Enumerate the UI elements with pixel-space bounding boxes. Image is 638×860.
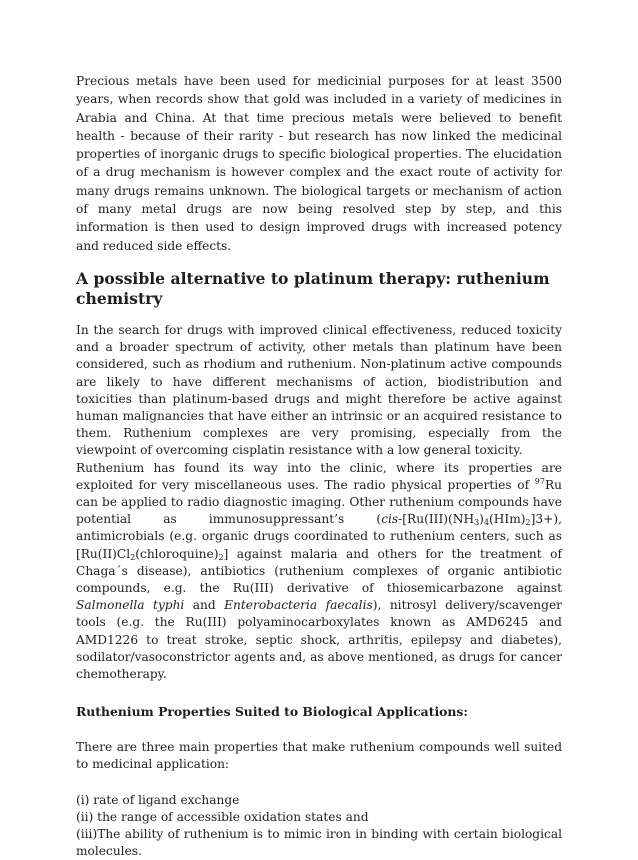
clinic-text-6: ]3+), antimicrobials (e.g. organic drugs coordinated to ruthenium centers, such as [Ru(II)Cl (76, 512, 562, 561)
property-item-1: (i) rate of ligand exchange (76, 792, 240, 807)
section-heading: A possible alternative to platinum therapy: ruthenium chemistry (76, 268, 550, 308)
property-item-3: (iii)The ability of ruthenium is to mimic iron in binding with certain biological molecules. (76, 827, 562, 859)
intro-paragraph: Precious metals have been used for medicinial purposes for at least 3500 years, when records show that gold was included in a variety of medicines in Arabia and China. At that time precious metals were believed to benefit health - because of their rarity - but research has now linked the medicinal properties of inorganic drugs to specific biological properties. The elucidation of a drug mechanism is however complex and the exact route of activity for many drugs remains unknown. The biological targets or mechanism of action of many metal drugs are now being resolved step by step, and this information is then used to design improved drugs with increased potency and reduced side effects. (76, 74, 562, 253)
cis-prefix: cis (381, 512, 399, 527)
spacer (76, 721, 562, 739)
properties-subheading: Ruthenium Properties Suited to Biological Applications: (76, 704, 468, 720)
clinic-text-4: ) (479, 512, 484, 527)
salmonella-name: Salmonella typhi (76, 598, 185, 613)
clinic-text-8: ] against malaria and others for the treatment of Chaga´s disease), antibiotics (ruthenium complexes of organic antibiotic compounds, e.g. the Ru(III) derivative of thiosemicarbazone against (76, 546, 562, 596)
clinic-text-2: Ru can be applied to radio diagnostic imaging. Other ruthenium compounds have potential as immunosuppressant’s ( (76, 477, 562, 527)
clinic-paragraph (76, 460, 562, 684)
clinic-and: and (184, 598, 225, 613)
properties-intro: There are three main properties that make ruthenium compounds well suited to medicinal application: (76, 740, 562, 772)
clinic-text-9: ), nitrosyl delivery/scavenger tools (e.g. the Ru(III) polyaminocarboxylates known as AMD6245 and AMD1226 to treat stroke, septic shock, arthritis, epilepsy and diabetes), sodilator/vasoconstrictor agents and, as above mentioned, as drugs for cancer chemotherapy. (76, 598, 562, 682)
subscript-nh3: 3 (474, 518, 480, 528)
clinic-text-7: (chloroquine) (135, 546, 219, 561)
search-paragraph: In the search for drugs with improved clinical effectiveness, reduced toxicity and a broader spectrum of activity, other metals than platinum have been considered, such as rhodium and ruthenium. Non-platinum active compounds are likely to have different mechanisms of action, biodistribution and toxicities than platinum-based drugs and might therefore be active against human malignancies that have either an intrinsic or an acquired resistance to them. Ruthenium complexes are very promising, especially from the viewpoint of overcoming cisplatin resistance with a low general toxicity. (76, 322, 562, 458)
isotope-mass-superscript: 97 (534, 476, 545, 486)
subscript-4: 4 (483, 518, 490, 528)
clinic-text-5: (HIm) (489, 512, 526, 527)
enterobacteria-name: Enterobacteria faecalis (224, 598, 373, 613)
subscript-cq2: 2 (218, 552, 224, 562)
spacer (76, 774, 562, 792)
clinic-text-1: Ruthenium has found its way into the clinic, where its properties are exploited for very miscellaneous uses. The radio physical properties of (76, 460, 562, 492)
subscript-cl2: 2 (130, 552, 136, 562)
subscript-2a: 2 (525, 518, 531, 528)
clinic-text-3: -[Ru(III)(NH (398, 512, 475, 527)
property-item-2: (ii) the range of accessible oxidation states and (76, 809, 369, 824)
